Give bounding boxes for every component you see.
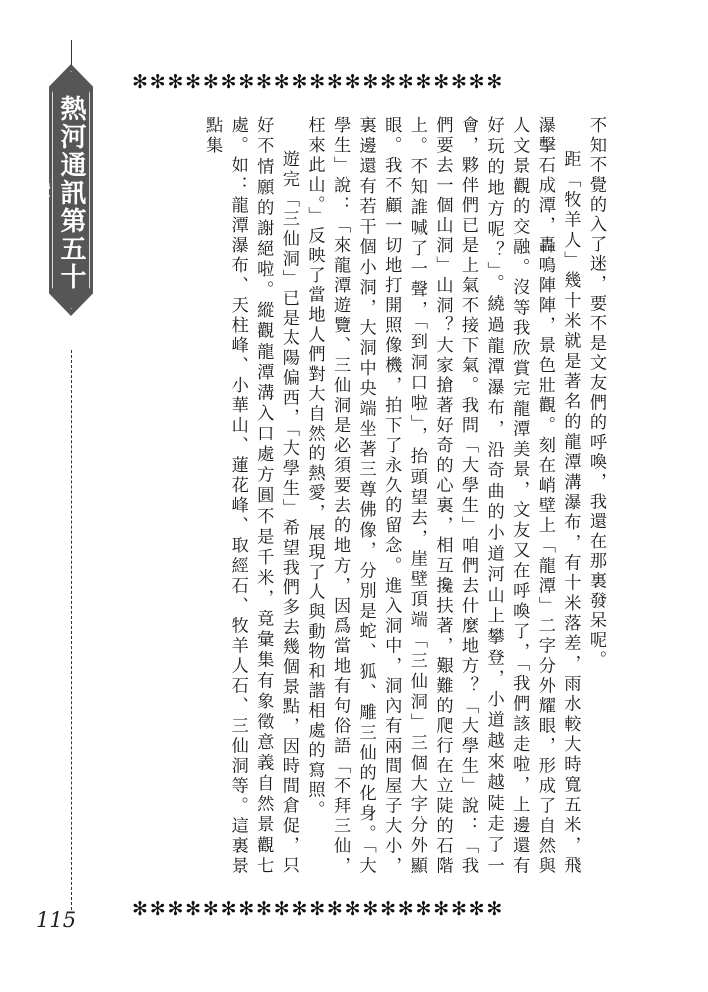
page-number: 115 — [36, 908, 77, 932]
paragraph-3: 遊完「三仙洞」已是太陽偏西，「大學生」希望我們多去幾個景點，因時間倉促，只好不情願的謝絕啦。縱觀龍潭溝入口處方圓不是千米，竟彙集有象徵意義自然景觀七處。如：龍潭瀑布、天柱峰、小華山、蓮花峰、取經石、牧羊人石、三仙洞等。這裏景點集 — [202, 116, 299, 876]
paragraph-1: 不知不覺的入了迷，要不是文友們的呼喚，我還在那裏發呆呢。 — [586, 116, 606, 671]
ornament-top: ✻✻✻✻✻✻✻✻✻✻✻✻✻✻✻✻✻✻✻✻✻ — [132, 71, 505, 93]
article-body — [158, 116, 608, 876]
sidebar-dashed-line — [71, 350, 72, 910]
sidebar-line-top — [71, 40, 72, 66]
sidebar-title: 熱河通訊第五十九期 — [20, 95, 86, 291]
ornament-bottom: ✻✻✻✻✻✻✻✻✻✻✻✻✻✻✻✻✻✻✻✻✻ — [132, 898, 505, 920]
paragraph-2: 距「牧羊人」幾十米就是著名的龍潭溝瀑布，有十米落差，雨水較大時寬五米，飛瀑擊石成潭，轟鳴陣陣，景色壯觀。刻在峭壁上「龍潭」二字分外耀眼，形成了自然與人文景觀的交融。沒等我欣賞完龍潭美景，文友又在呼喚了，「我們該走啦，上邊還有好玩的地方呢？」。繞過龍潭瀑布，沿奇曲的小道河山上攀登，小道越來越陡走了一會，夥伴們已是上氣不接下氣。我問「大學生」咱們去什麼地方？「大學生」說：「我們要去一個山洞」山洞？大家搶著好奇的心裏，相互攙扶著，艱難的爬行在立陡的石階上。不知誰喊了一聲，「到洞口啦」，抬頭望去，崖壁頂端「三仙洞」三個大字分外顯眼。我不顧一切地打開照像機，拍下了永久的留念。進入洞中，洞內有兩間屋子大小，裏邊還有若干個小洞，大洞中央端坐著三尊佛像，分別是蛇、狐、雕三仙的化身。「大學生」說：「來龍潭遊覽、三仙洞是必須要去的地方，因爲當地有句俗語「不拜三仙，枉來此山。」反映了當地人們對大自然的熱愛，展現了人與動物和諧相處的寫照。 — [304, 116, 581, 876]
